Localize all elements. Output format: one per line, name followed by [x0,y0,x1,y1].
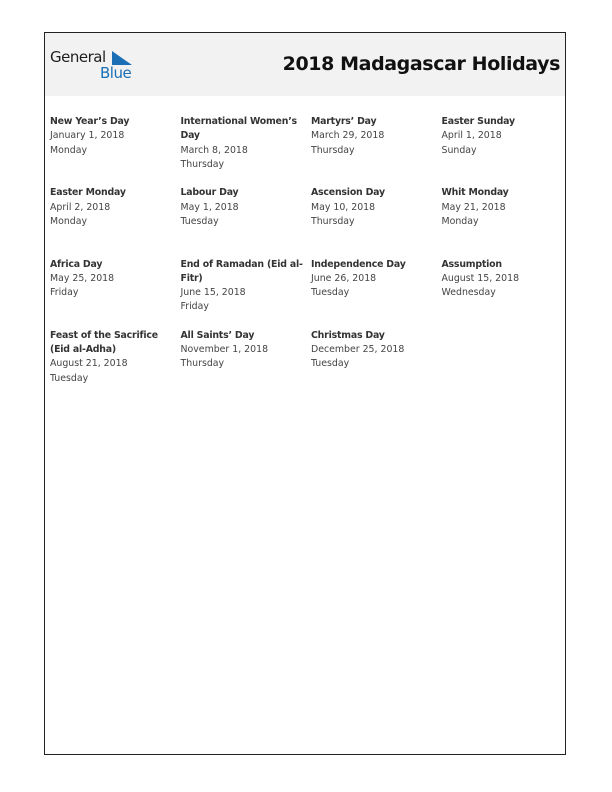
holiday-weekday: Tuesday [50,372,89,384]
holiday-name: New Year’s Day [50,116,130,127]
holiday-name: Martyrs’ Day [311,116,377,127]
header [45,33,565,96]
holiday-name: Independence Day [311,258,406,270]
holiday-item [50,115,181,186]
holiday-date: May 21, 2018 [441,201,506,213]
holiday-date: November 1, 2018 [180,344,269,356]
holiday-item [181,115,312,186]
holiday-weekday: Tuesday [311,358,350,370]
holiday-date: March 29, 2018 [311,130,385,142]
holiday-weekday: Thursday [311,144,355,156]
holiday-name: Easter Monday [50,187,126,199]
generalblue-logo [50,47,140,83]
holiday-name: International Women’s Day [180,116,297,142]
holiday-date: June 26, 2018 [311,272,377,284]
holiday-name: Feast of the Sacrifice (Eid al-Adha) [50,329,158,356]
holiday-item [311,115,442,186]
holiday-grid [50,115,566,400]
holiday-item [50,186,181,257]
holiday-item [181,186,312,257]
holiday-weekday: Monday [50,144,88,156]
holiday-weekday: Thursday [180,358,225,370]
holiday-date: May 25, 2018 [50,272,115,284]
holiday-date: December 25, 2018 [311,344,405,356]
holiday-weekday: Thursday [311,215,355,227]
holiday-name: Labour Day [180,187,239,199]
page-title: 2018 Madagascar Holidays [282,53,560,75]
holiday-name: Africa Day [50,258,103,270]
holiday-date: June 15, 2018 [180,287,246,299]
holiday-name: All Saints’ Day [180,329,255,341]
holiday-date: May 1, 2018 [180,201,239,213]
holiday-date: April 1, 2018 [441,130,502,142]
holiday-weekday: Wednesday [441,287,496,299]
holiday-weekday: Friday [180,301,209,313]
holiday-weekday: Monday [441,215,479,227]
logo-text-general: General [50,48,106,66]
holiday-date: May 10, 2018 [311,201,376,213]
holiday-weekday: Monday [50,215,88,227]
holiday-name: Whit Monday [441,187,509,199]
holiday-name: Assumption [441,258,502,270]
holiday-item [50,329,181,400]
logo-triangle-icon [112,51,132,65]
holiday-name: End of Ramadan (Eid al-Fitr) [180,258,303,284]
holiday-item [50,258,181,329]
holiday-item [442,258,566,329]
holiday-item [311,329,442,400]
holiday-item [311,186,442,257]
holiday-item [181,258,312,329]
holiday-weekday: Tuesday [180,215,219,227]
holiday-date: January 1, 2018 [50,130,125,142]
holiday-name: Easter Sunday [441,116,515,127]
holiday-item [442,115,566,186]
logo-text-blue: Blue [100,64,132,82]
page-frame [44,32,566,755]
holiday-item [311,258,442,329]
holiday-name: Christmas Day [311,329,385,341]
holiday-name: Ascension Day [311,187,385,199]
holiday-date: August 21, 2018 [50,358,128,370]
holiday-item [442,186,566,257]
holiday-weekday: Tuesday [311,287,350,299]
holiday-item [181,329,312,400]
holiday-date: March 8, 2018 [180,144,248,156]
holiday-weekday: Thursday [180,158,225,170]
holiday-date: April 2, 2018 [50,201,111,213]
holiday-date: August 15, 2018 [441,272,520,284]
holiday-weekday: Sunday [441,144,477,156]
holiday-weekday: Friday [50,287,79,299]
